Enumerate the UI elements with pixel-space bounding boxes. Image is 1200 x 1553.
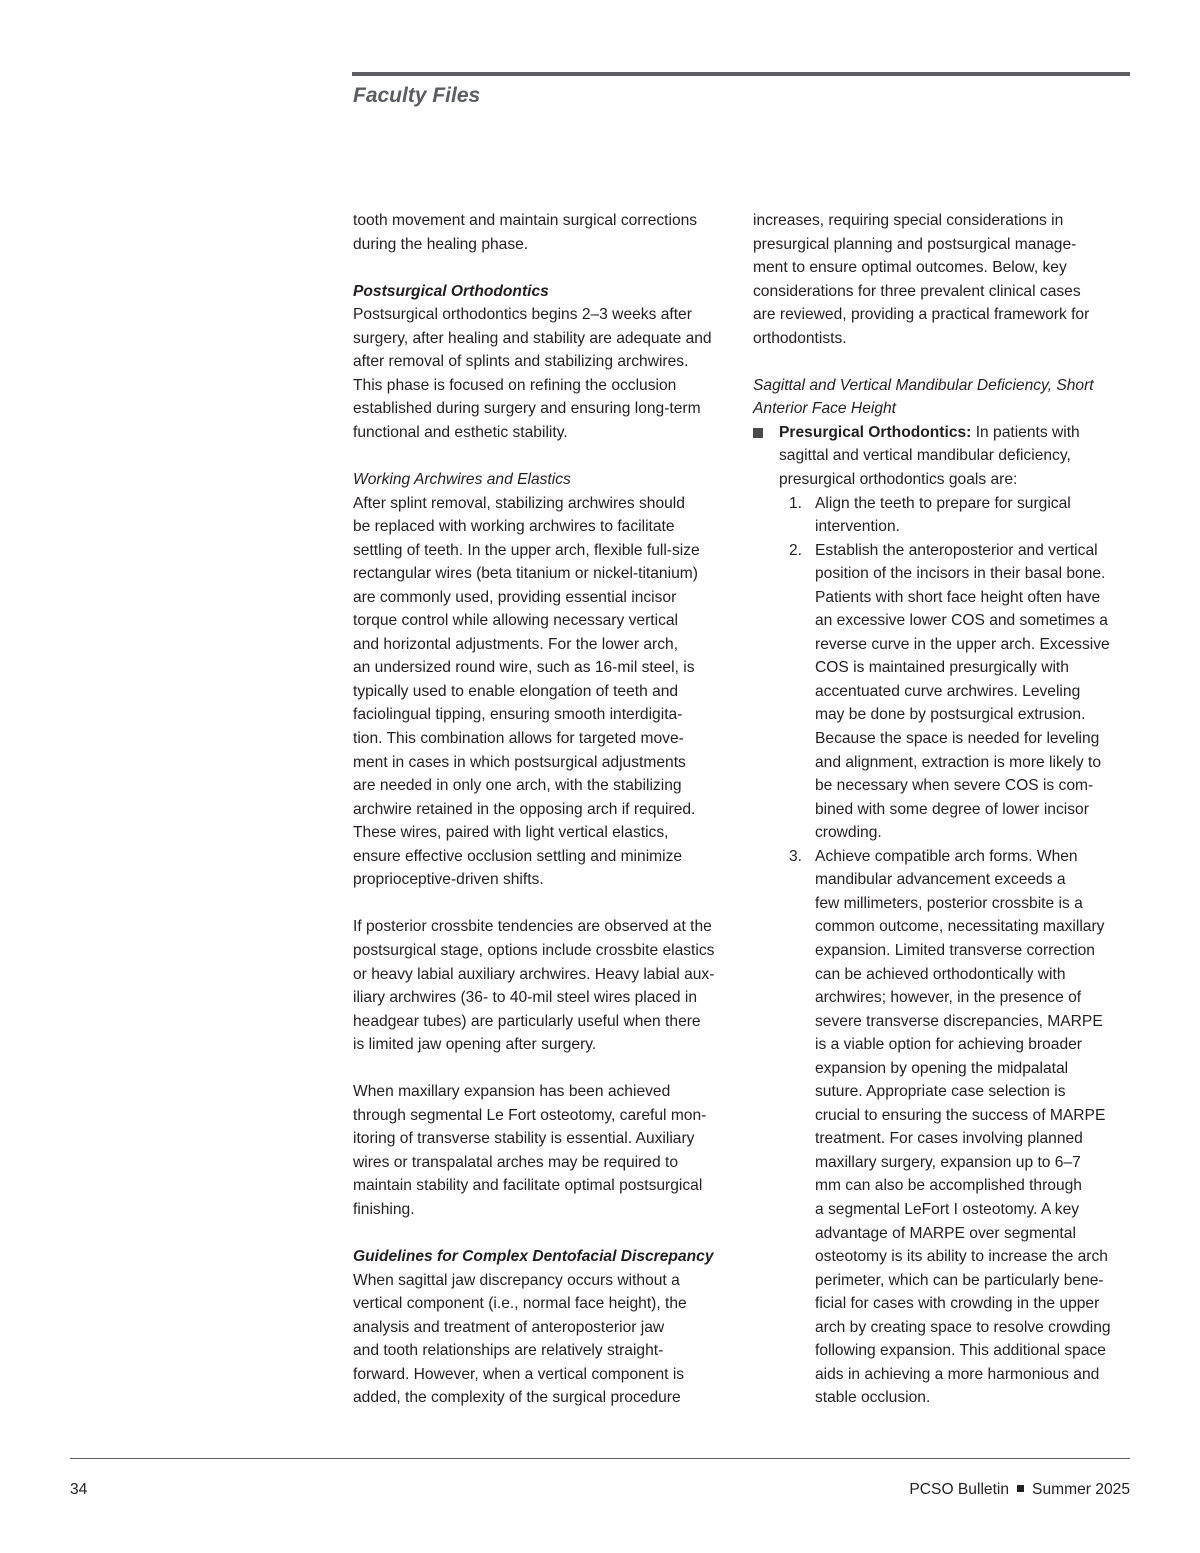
text-line: postsurgical stage, options include crossbite elastics [353, 941, 715, 959]
text-line: reverse curve in the upper arch. Excessive [815, 635, 1110, 653]
text-line: When sagittal jaw discrepancy occurs without a [353, 1271, 680, 1289]
text-line: a segmental LeFort I osteotomy. A key [815, 1200, 1080, 1218]
text-line: intervention. [815, 518, 900, 536]
text-line: mm can also be accomplished through [815, 1177, 1082, 1195]
text-line: settling of teeth. In the upper arch, flexible full-size [353, 541, 700, 559]
text-line: bined with some degree of lower incisor [815, 800, 1089, 818]
square-separator-icon [1017, 1485, 1024, 1492]
intro-paragraph [753, 209, 1133, 350]
right-column [753, 209, 1133, 1410]
text-line: Because the space is needed for leveling [815, 730, 1100, 748]
text-line: be necessary when severe COS is com- [815, 777, 1094, 795]
text-line: Establish the anteroposterior and vertical [815, 541, 1098, 559]
text-line: through segmental Le Fort osteotomy, careful mon- [353, 1106, 707, 1124]
text-line: is a viable option for achieving broader [815, 1036, 1082, 1054]
text-line: crowding. [815, 824, 882, 842]
archwires-heading: Working Archwires and Elastics [353, 471, 571, 489]
text-line: established during surgery and ensuring long-term [353, 400, 701, 418]
item-number: 3. [789, 847, 803, 865]
text-line: arch by creating space to resolve crowding [815, 1318, 1111, 1336]
text-line: These wires, paired with light vertical elastics, [353, 824, 669, 842]
numbered-item-3 [753, 845, 1133, 1410]
text-line: may be done by postsurgical extrusion. [815, 706, 1086, 724]
text-line: position of the incisors in their basal bone. [815, 565, 1106, 583]
text-line: be replaced with working archwires to facilitate [353, 518, 675, 536]
text-line: archwires; however, in the presence of [815, 989, 1082, 1007]
text-line: common outcome, necessitating maxillary [815, 918, 1105, 936]
text-line: and tooth relationships are relatively straight- [353, 1342, 664, 1360]
text-line: considerations for three prevalent clinical cases [753, 282, 1081, 300]
text-line: aids in achieving a more harmonious and [815, 1365, 1100, 1383]
text-line: Patients with short face height often have [815, 588, 1101, 606]
postsurgical-section [353, 280, 735, 445]
case-subheading [753, 374, 1133, 421]
text-line: tooth movement and maintain surgical corrections [353, 212, 698, 229]
text-line: finishing. [353, 1200, 415, 1218]
text-line: torque control while allowing necessary vertical [353, 612, 679, 630]
text-line: tion. This combination allows for targeted move- [353, 730, 684, 748]
text-line: If posterior crossbite tendencies are observed at the [353, 918, 712, 936]
text-line: COS is maintained presurgically with [815, 659, 1069, 677]
text-line: increases, requiring special considerations in [753, 212, 1064, 229]
text-line: presurgical planning and postsurgical manage- [753, 235, 1077, 253]
text-line: faciolingual tipping, ensuring smooth interdigita- [353, 706, 683, 724]
text-line: proprioceptive-driven shifts. [353, 871, 544, 889]
text-line: iliary archwires (36- to 40-mil steel wires placed in [353, 989, 698, 1007]
text-line: after removal of splints and stabilizing archwires. [353, 353, 689, 371]
text-line: When maxillary expansion has been achieved [353, 1083, 671, 1101]
left-column [353, 209, 735, 1410]
text-line: and alignment, extraction is more likely to [815, 753, 1102, 771]
publication-name: PCSO Bulletin [909, 1481, 1010, 1498]
text-line: forward. However, when a vertical component is [353, 1365, 685, 1383]
footer-rule [70, 1458, 1130, 1459]
text-line: wires or transpalatal arches may be required to [353, 1153, 679, 1171]
text-line: added, the complexity of the surgical procedure [353, 1389, 681, 1407]
text-line: typically used to enable elongation of teeth and [353, 682, 679, 700]
text-line: sagittal and vertical mandibular deficiency, [779, 447, 1071, 465]
guidelines-heading: Guidelines for Complex Dentofacial Discrepancy [353, 1248, 714, 1266]
text-line: ment in cases in which postsurgical adjustments [353, 753, 686, 771]
text-line: accentuated curve archwires. Leveling [815, 682, 1081, 700]
text-line: few millimeters, posterior crossbite is a [815, 894, 1083, 912]
crossbite-paragraph [353, 915, 735, 1056]
text-line: are commonly used, providing essential incisor [353, 588, 677, 606]
text-line: severe transverse discrepancies, MARPE [815, 1012, 1103, 1030]
text-line: vertical component (i.e., normal face height), the [353, 1295, 687, 1313]
text-line: analysis and treatment of anteroposterior jaw [353, 1318, 665, 1336]
intro-paragraph [353, 209, 735, 256]
text-line: ficial for cases with crowding in the upper [815, 1295, 1100, 1313]
expansion-paragraph [353, 1080, 735, 1221]
guidelines-section [353, 1245, 735, 1410]
text-line: functional and esthetic stability. [353, 423, 568, 441]
postsurgical-heading: Postsurgical Orthodontics [353, 282, 549, 300]
text-line: ensure effective occlusion settling and minimize [353, 847, 683, 865]
footer-publication-info [909, 1481, 1130, 1499]
text-line: are needed in only one arch, with the stabilizing [353, 777, 682, 795]
text-line: an excessive lower COS and sometimes a [815, 612, 1108, 630]
text-line: following expansion. This additional space [815, 1342, 1106, 1360]
text-line: is limited jaw opening after surgery. [353, 1036, 597, 1054]
text-line: surgery, after healing and stability are adequate and [353, 329, 712, 347]
text-line: Sagittal and Vertical Mandibular Deficiency, Short [753, 376, 1094, 394]
text-line: during the healing phase. [353, 235, 529, 253]
text-line: osteotomy is its ability to increase the arch [815, 1248, 1108, 1266]
header-rule [352, 72, 1130, 76]
text-line: Achieve compatible arch forms. When [815, 847, 1078, 865]
bullet-presurgical [753, 421, 1133, 492]
text-line: archwire retained in the opposing arch if required. [353, 800, 696, 818]
text-line: Align the teeth to prepare for surgical [815, 494, 1071, 512]
section-title: Faculty Files [353, 84, 481, 107]
text-line: stable occlusion. [815, 1389, 931, 1407]
text-line: mandibular advancement exceeds a [815, 871, 1066, 889]
text-line: advantage of MARPE over segmental [815, 1224, 1076, 1242]
text-line: or heavy labial auxiliary archwires. Heavy labial aux- [353, 965, 715, 983]
text-line: presurgical orthodontics goals are: [779, 471, 1018, 489]
text-line: Anterior Face Height [753, 400, 897, 418]
text-line: orthodontists. [753, 329, 847, 347]
text-line: and horizontal adjustments. For the lower arch, [353, 635, 679, 653]
text-line: can be achieved orthodontically with [815, 965, 1066, 983]
text-line: ment to ensure optimal outcomes. Below, key [753, 259, 1067, 277]
item-number: 2. [789, 541, 803, 559]
page-number: 34 [70, 1481, 88, 1498]
numbered-item-2 [753, 539, 1133, 845]
text-line: suture. Appropriate case selection is [815, 1083, 1066, 1101]
bullet-heading: Presurgical Orthodontics: [779, 423, 972, 441]
text-line: headgear tubes) are particularly useful when there [353, 1012, 701, 1030]
text-line: an undersized round wire, such as 16-mil steel, is [353, 659, 695, 677]
text-line: crucial to ensuring the success of MARPE [815, 1106, 1106, 1124]
numbered-item-1 [753, 492, 1133, 539]
square-bullet-icon [753, 428, 763, 438]
text-line: This phase is focused on refining the occlusion [353, 376, 677, 394]
text-line: treatment. For cases involving planned [815, 1130, 1083, 1148]
text-line: rectangular wires (beta titanium or nickel-titanium) [353, 565, 698, 583]
issue-label: Summer 2025 [1032, 1481, 1130, 1498]
bullet-text: In patients with [971, 423, 1080, 441]
text-line: maxillary surgery, expansion up to 6–7 [815, 1153, 1081, 1171]
text-line: itoring of transverse stability is essential. Auxiliary [353, 1130, 695, 1148]
archwires-section [353, 468, 735, 892]
text-line: Postsurgical orthodontics begins 2–3 weeks after [353, 306, 692, 324]
text-line: perimeter, which can be particularly bene- [815, 1271, 1104, 1289]
text-line: expansion by opening the midpalatal [815, 1059, 1069, 1077]
text-line: expansion. Limited transverse correction [815, 941, 1095, 959]
text-line: maintain stability and facilitate optimal postsurgical [353, 1177, 703, 1195]
text-line: After splint removal, stabilizing archwires should [353, 494, 685, 512]
text-line: are reviewed, providing a practical framework for [753, 306, 1090, 324]
item-number: 1. [789, 494, 803, 512]
